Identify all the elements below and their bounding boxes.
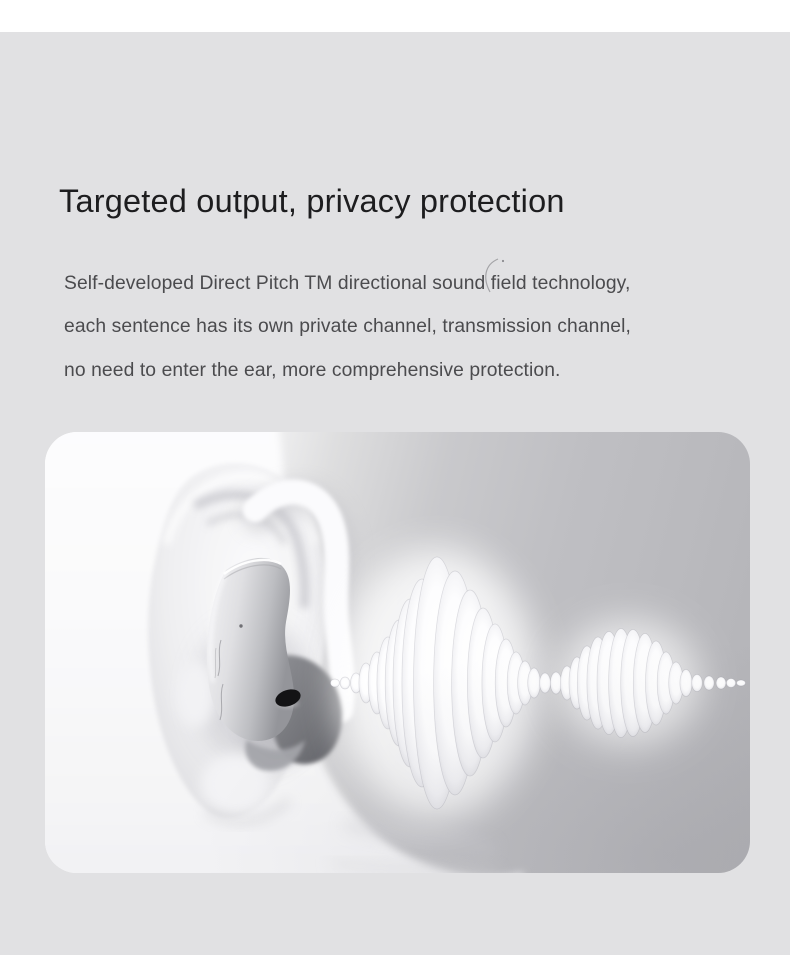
- top-strip: [0, 0, 790, 32]
- card-shading-overlay: [45, 432, 750, 873]
- body-line: Self-developed Direct Pitch TM directional sound field technology,: [64, 273, 631, 294]
- body-copy: [64, 262, 631, 392]
- hero-image: [45, 432, 750, 873]
- body-line: each sentence has its own private channel, transmission channel,: [64, 316, 631, 338]
- body-line: no need to enter the ear, more comprehensive protection.: [64, 359, 561, 381]
- section-heading: Targeted output, privacy protection: [59, 182, 565, 219]
